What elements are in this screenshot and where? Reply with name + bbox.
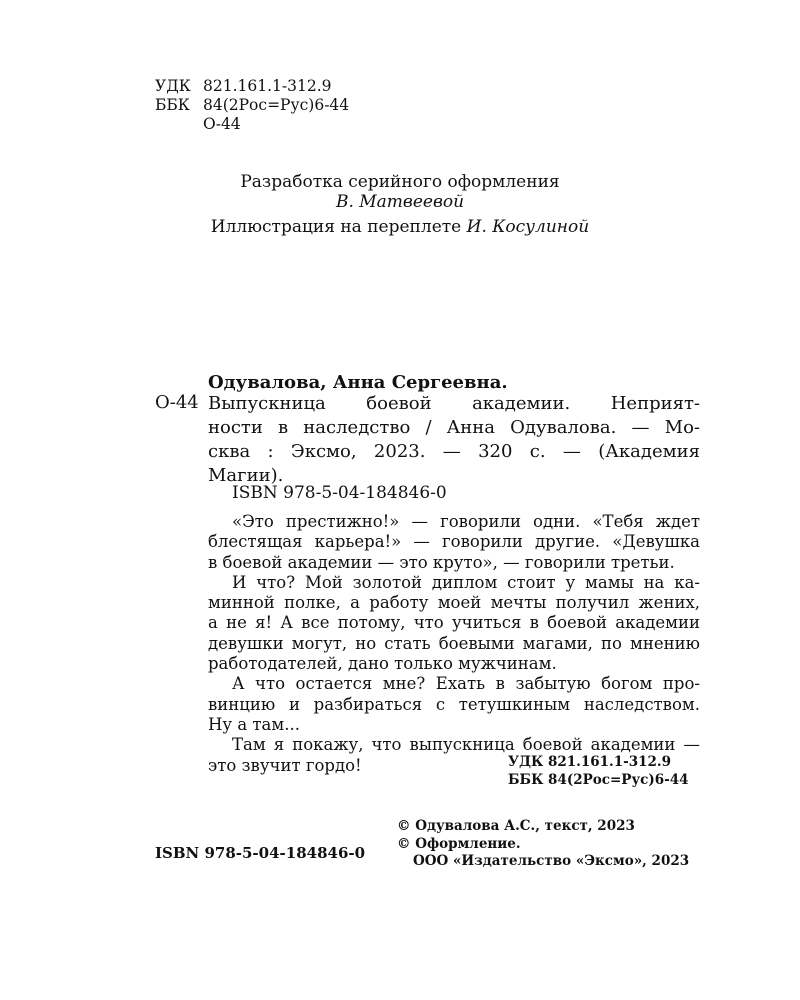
annotation-line: А что остается мне? Ехать в забытую богом про- [232, 674, 700, 694]
annotation-line: И что? Мой золотой диплом стоит у мамы на ка- [232, 572, 700, 592]
annotation-line: Там я покажу, что выпускница боевой академии — [232, 735, 700, 755]
bbk-label: ББК [155, 96, 190, 114]
bib-isbn: ISBN 978-5-04-184846-0 [232, 483, 447, 503]
bib-line: Выпускница боевой академии. Неприят- [208, 393, 700, 414]
author-code-row [155, 115, 349, 134]
footer-udk: УДК 821.161.1-312.9 [508, 754, 671, 770]
bib-author: Одувалова, Анна Сергеевна. [208, 372, 508, 393]
classification-block [155, 77, 349, 134]
bib-line: ности в наследство / Анна Одувалова. — Мо- [208, 417, 700, 438]
copyright-text: © Одувалова А.С., текст, 2023 [397, 818, 635, 834]
illustration-label: Иллюстрация на переплете [210, 217, 462, 237]
footer-bbk: ББК 84(2Рос=Рус)6-44 [508, 772, 689, 788]
annotation-line: работодателей, дано только мужчинам. [208, 654, 557, 674]
annotation-line: винцию и разбираться с тетушкиным наследством. [208, 694, 700, 714]
udk-value: 821.161.1-312.9 [203, 77, 332, 95]
bbk-row [155, 96, 349, 115]
annotation-line: Ну а там... [208, 714, 300, 734]
series-design-credit: Разработка серийного оформления [240, 172, 560, 192]
bbk-value: 84(2Рос=Рус)6-44 [203, 96, 350, 114]
udk-row [155, 77, 349, 96]
annotation-line: а не я! А все потому, что учиться в боевой академии [208, 613, 700, 633]
bib-line: Магии). [208, 465, 284, 486]
copyright-design: © Оформление. [397, 835, 521, 852]
annotation-line: «Это престижно!» — говорили одни. «Тебя ждет [232, 512, 700, 531]
author-code: О-44 [203, 115, 241, 133]
annotation [208, 512, 700, 776]
illustration-credit [0, 217, 800, 237]
annotation-line: минной полке, а работу моей мечты получил жених, [208, 593, 700, 613]
publisher: ООО «Издательство «Эксмо», 2023 [413, 853, 690, 869]
bib-code: О-44 [155, 392, 199, 413]
annotation-line: блестящая карьера!» — говорили другие. «Девушка [208, 532, 700, 552]
bib-record [208, 392, 700, 488]
bib-line: сква : Эксмо, 2023. — 320 с. — (Академия [208, 441, 700, 462]
udk-label: УДК [155, 77, 191, 95]
footer-isbn: ISBN 978-5-04-184846-0 [155, 844, 366, 862]
annotation-line: девушки могут, но стать боевыми магами, по мнению [208, 633, 700, 653]
illustrator: И. Косулиной [466, 217, 590, 237]
annotation-line: в боевой академии — это круто», — говорили третьи. [208, 552, 675, 572]
series-designer: В. Матвеевой [335, 192, 465, 212]
footer-classification [508, 753, 689, 789]
copyright-block [397, 818, 689, 871]
annotation-line: это звучит гордо! [208, 755, 362, 775]
